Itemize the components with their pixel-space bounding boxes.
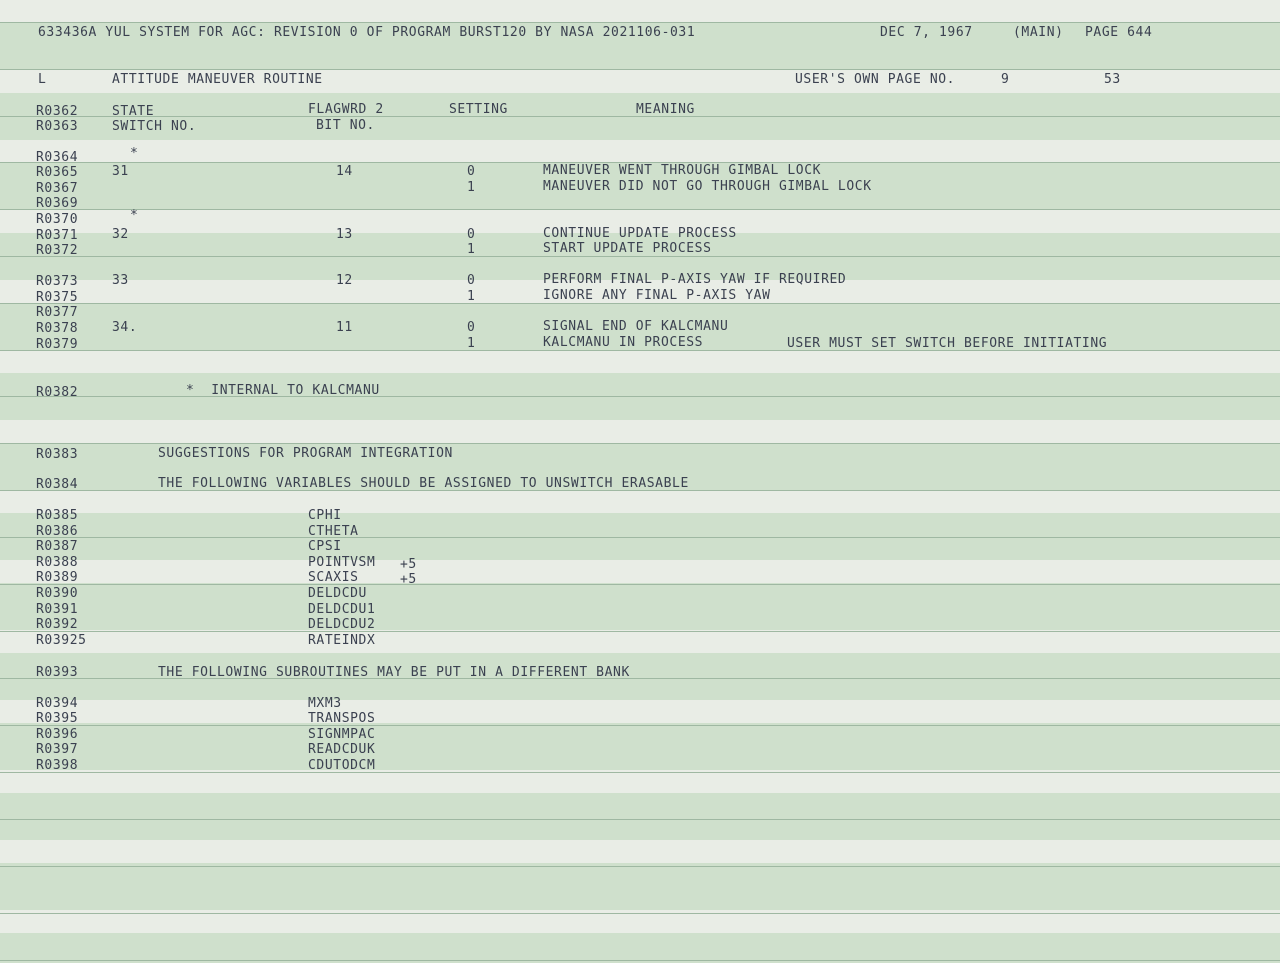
line-number: R0365 <box>36 165 79 180</box>
line-number: R0379 <box>36 337 79 352</box>
line-number: R03925 <box>36 633 87 648</box>
meaning-text: PERFORM FINAL P-AXIS YAW IF REQUIRED <box>543 272 847 287</box>
line-number: R0370 <box>36 212 79 227</box>
job-header: 633436A YUL SYSTEM FOR AGC: REVISION 0 OF PROGRAM BURST120 BY NASA 2021106-031 <box>38 25 696 40</box>
subroutines-heading: THE FOLLOWING SUBROUTINES MAY BE PUT IN A DIFFERENT BANK <box>158 665 630 680</box>
paper-rule <box>0 631 1280 632</box>
print-date: DEC 7, 1967 <box>880 25 973 40</box>
variable-name: CPHI <box>308 508 342 523</box>
line-number: R0389 <box>36 570 79 585</box>
line-number: R0384 <box>36 477 79 492</box>
line-number: R0398 <box>36 758 79 773</box>
paper-rule <box>0 960 1280 961</box>
line-number: R0367 <box>36 181 79 196</box>
line-number: R0395 <box>36 711 79 726</box>
subroutine-name: SIGNMPAC <box>308 727 376 742</box>
paper-rule <box>0 866 1280 867</box>
line-number: R0385 <box>36 508 79 523</box>
variables-heading: THE FOLLOWING VARIABLES SHOULD BE ASSIGNED TO UNSWITCH ERASABLE <box>158 476 689 491</box>
variable-offset: +5 <box>400 557 417 572</box>
line-number: R0397 <box>36 742 79 757</box>
meaning-text: KALCMANU IN PROCESS <box>543 335 704 350</box>
switch-number: * <box>130 208 139 223</box>
variable-name: POINTVSM <box>308 555 376 570</box>
variable-name: DELDCDU2 <box>308 617 376 632</box>
meaning-text: MANEUVER WENT THROUGH GIMBAL LOCK <box>543 163 822 178</box>
line-number: R0372 <box>36 243 79 258</box>
section-marker: L <box>38 72 47 87</box>
line-number: R0375 <box>36 290 79 305</box>
user-page-label: USER'S OWN PAGE NO. <box>795 72 956 87</box>
subroutine-name: CDUTODCM <box>308 758 376 773</box>
line-number: R0363 <box>36 119 79 134</box>
meaning-text: SIGNAL END OF KALCMANU <box>543 319 729 334</box>
line-number: R0393 <box>36 665 79 680</box>
line-number: R0377 <box>36 305 79 320</box>
setting-value: 0 <box>467 227 476 242</box>
line-number: R0387 <box>36 539 79 554</box>
paper-rule <box>0 22 1280 23</box>
paper-rule <box>0 69 1280 70</box>
paper-rule <box>0 209 1280 210</box>
subroutine-name: MXM3 <box>308 696 342 711</box>
paper-rule <box>0 913 1280 914</box>
bit-number: 12 <box>336 273 353 288</box>
line-number: R0392 <box>36 617 79 632</box>
meaning-text: IGNORE ANY FINAL P-AXIS YAW <box>543 288 771 303</box>
section-title: ATTITUDE MANEUVER ROUTINE <box>112 72 323 87</box>
setting-value: 1 <box>467 336 476 351</box>
paper-rule <box>0 584 1280 585</box>
switch-number: * <box>130 146 139 161</box>
section-code: 53 <box>1104 72 1121 87</box>
line-number: R0373 <box>36 274 79 289</box>
column-header-state: STATE <box>112 104 155 119</box>
line-number: R0386 <box>36 524 79 539</box>
meaning-text: MANEUVER DID NOT GO THROUGH GIMBAL LOCK <box>543 179 872 194</box>
line-number: R0371 <box>36 228 79 243</box>
suggestions-heading: SUGGESTIONS FOR PROGRAM INTEGRATION <box>158 446 453 461</box>
usage-note: USER MUST SET SWITCH BEFORE INITIATING <box>787 336 1108 351</box>
paper-rule <box>0 819 1280 820</box>
bit-number: 14 <box>336 164 353 179</box>
subroutine-name: READCDUK <box>308 742 376 757</box>
setting-value: 0 <box>467 273 476 288</box>
paper-rule <box>0 256 1280 257</box>
paper-rule <box>0 537 1280 538</box>
paper-rule <box>0 772 1280 773</box>
line-number: R0383 <box>36 447 79 462</box>
line-number: R0378 <box>36 321 79 336</box>
bit-number: 13 <box>336 227 353 242</box>
variable-offset: +5 <box>400 572 417 587</box>
column-header-bit: BIT NO. <box>316 118 375 133</box>
paper-rule <box>0 303 1280 304</box>
page-number: PAGE 644 <box>1085 25 1153 40</box>
line-number: R0364 <box>36 150 79 165</box>
switch-number: 34. <box>112 320 138 335</box>
bit-number: 11 <box>336 320 353 335</box>
setting-value: 0 <box>467 320 476 335</box>
column-header-flagwrd: FLAGWRD 2 <box>308 102 384 117</box>
setting-value: 1 <box>467 180 476 195</box>
line-number: R0394 <box>36 696 79 711</box>
line-number: R0369 <box>36 196 79 211</box>
meaning-text: START UPDATE PROCESS <box>543 241 712 256</box>
paper-rule <box>0 443 1280 444</box>
variable-name: CPSI <box>308 539 342 554</box>
column-header-setting: SETTING <box>449 102 508 117</box>
line-number: R0396 <box>36 727 79 742</box>
variable-name: SCAXIS <box>308 570 359 585</box>
meaning-text: CONTINUE UPDATE PROCESS <box>543 226 737 241</box>
line-number: R0382 <box>36 385 79 400</box>
setting-value: 1 <box>467 289 476 304</box>
setting-value: 0 <box>467 164 476 179</box>
main-label: (MAIN) <box>1013 25 1064 40</box>
user-page-number: 9 <box>1001 72 1010 87</box>
switch-number: 33 <box>112 273 129 288</box>
variable-name: CTHETA <box>308 524 359 539</box>
internal-note: * INTERNAL TO KALCMANU <box>186 383 380 398</box>
line-number: R0388 <box>36 555 79 570</box>
subroutine-name: TRANSPOS <box>308 711 376 726</box>
column-header-meaning: MEANING <box>636 102 695 117</box>
line-number: R0390 <box>36 586 79 601</box>
switch-number: 31 <box>112 164 129 179</box>
line-number: R0362 <box>36 104 79 119</box>
variable-name: DELDCDU1 <box>308 602 376 617</box>
variable-name: RATEINDX <box>308 633 376 648</box>
line-number: R0391 <box>36 602 79 617</box>
column-header-switch: SWITCH NO. <box>112 119 197 134</box>
switch-number: 32 <box>112 227 129 242</box>
paper-rule <box>0 725 1280 726</box>
setting-value: 1 <box>467 242 476 257</box>
variable-name: DELDCDU <box>308 586 367 601</box>
